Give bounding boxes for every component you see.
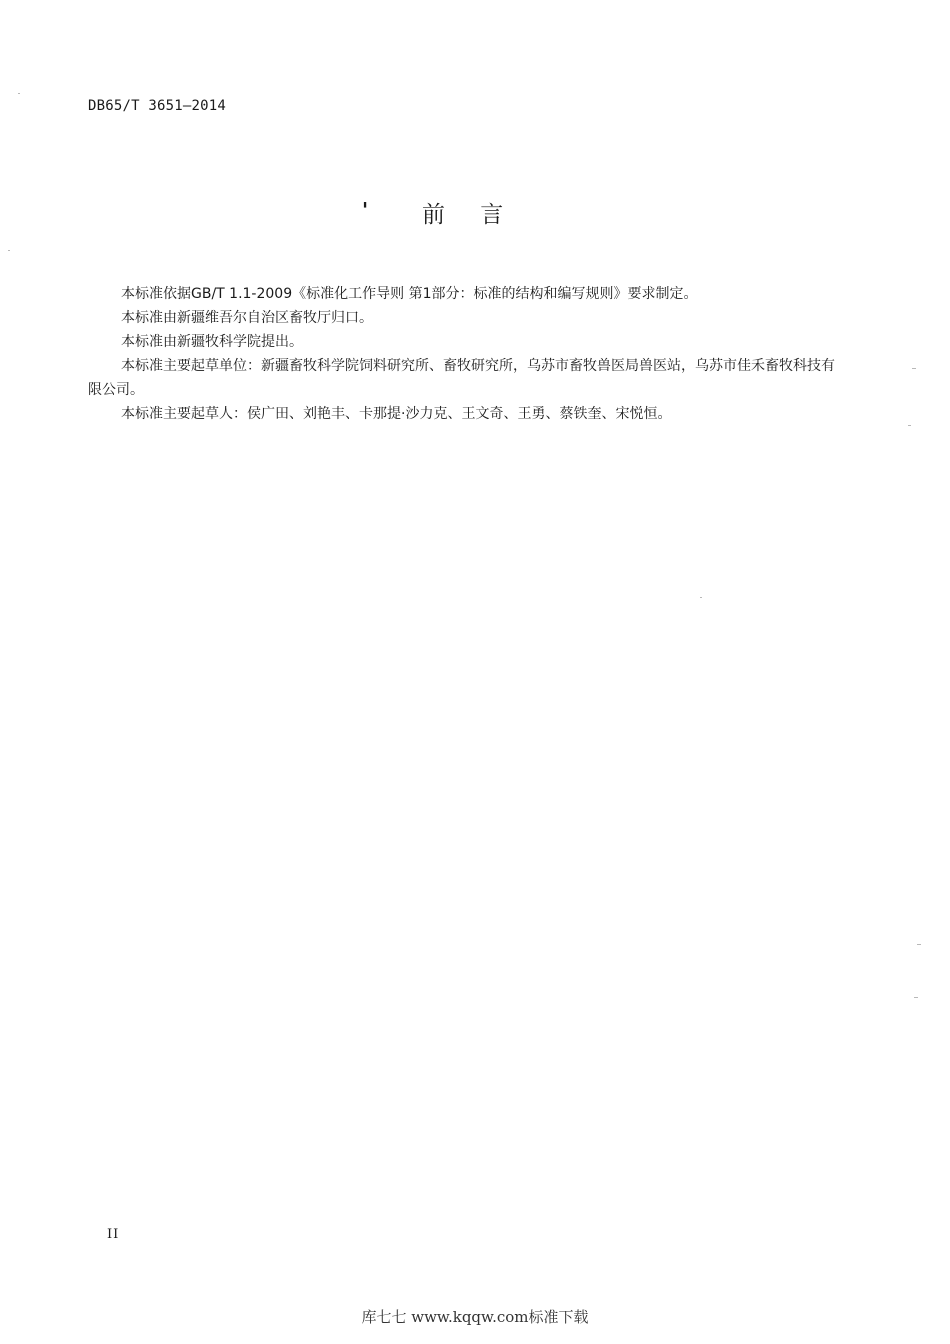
- scan-speck: [700, 597, 702, 598]
- title-mark: ': [362, 198, 369, 222]
- paragraph-basis: 本标准依据GB/T 1.1-2009《标准化工作导则 第1部分：标准的结构和编写规则》要求制定。: [121, 286, 698, 302]
- paragraph-management: 本标准由新疆维吾尔自治区畜牧厅归口。: [121, 310, 373, 326]
- standard-code: DB65/T 3651—2014: [88, 98, 227, 114]
- scan-speck: [8, 250, 10, 251]
- paragraph-proposer: 本标准由新疆牧科学院提出。: [121, 334, 303, 350]
- preface-body: [88, 282, 843, 426]
- scan-speck: [917, 944, 921, 945]
- scan-speck: [914, 997, 918, 998]
- page-title: 前 言: [422, 202, 518, 228]
- scan-speck: [18, 93, 20, 94]
- scan-speck: [908, 425, 911, 426]
- paragraph-drafting-units: 本标准主要起草单位：新疆畜牧科学院饲料研究所、畜牧研究所，乌苏市畜牧兽医局兽医站，乌苏市佳禾畜牧科技有限公司。: [88, 358, 835, 398]
- page-number: II: [107, 1227, 120, 1242]
- footer-watermark: 库七七 www.kqqw.com标准下载: [361, 1308, 589, 1326]
- scan-speck: [912, 368, 916, 369]
- paragraph-drafters: 本标准主要起草人：侯广田、刘艳丰、卡那提·沙力克、王文奇、王勇、蔡铁奎、宋悦恒。: [121, 406, 672, 422]
